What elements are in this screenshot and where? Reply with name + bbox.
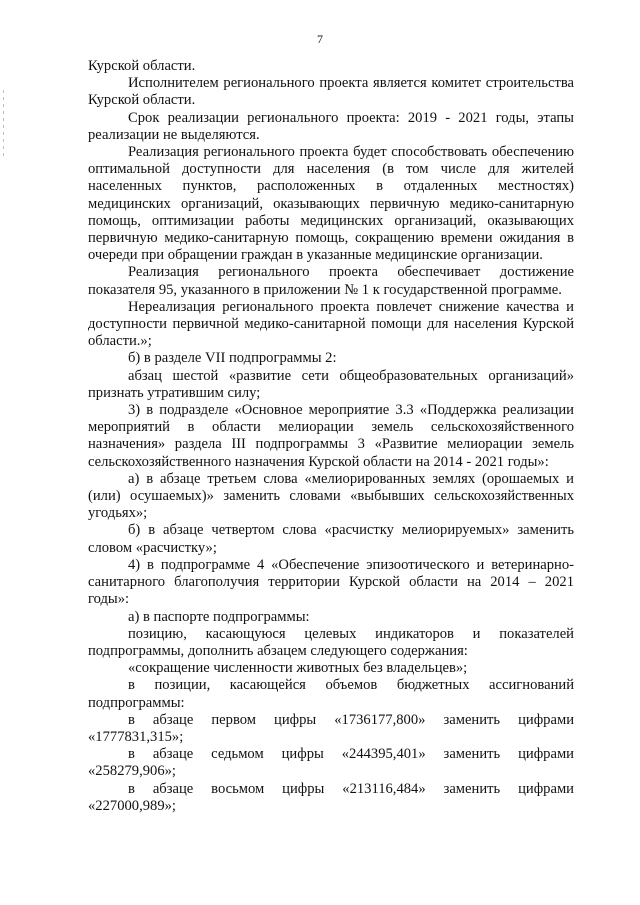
paragraph: Реализация регионального проекта обеспечивает достижение показателя 95, указанного в приложении № 1 к государственной программе.	[88, 264, 574, 298]
paragraph: в позиции, касающейся объемов бюджетных ассигнований подпрограммы:	[88, 677, 574, 711]
paragraph: 4) в подпрограмме 4 «Обеспечение эпизоотического и ветеринарно-санитарного благополучия территории Курской области на 2014 – 2021 годы»:	[88, 556, 574, 608]
paragraph: в абзаце первом цифры «1736177,800» заменить цифрами «1777831,315»;	[88, 711, 574, 745]
paragraph: в абзаце восьмом цифры «213116,484» заменить цифрами «227000,989»;	[88, 780, 574, 814]
paragraph: а) в абзаце третьем слова «мелиорированных землях (орошаемых и (или) осушаемых)» заменить словами «выбывших сельскохозяйственных угодьях»;	[88, 470, 574, 522]
scan-margin-mark	[3, 90, 4, 160]
document-body	[88, 58, 574, 815]
paragraph: Реализация регионального проекта будет способствовать обеспечению оптимальной доступности для населения (в том числе для жителей населенных пунктов, расположенных в отдаленных местностях) медицинских организаций, оказывающих первичную медико-санитарную помощь, оптимизации работы медицинских организаций, оказывающих первичную медико-санитарную помощь, сокращению времени ожидания в очереди при обращении граждан в указанные медицинские организации.	[88, 144, 574, 264]
paragraph: «сокращение численности животных без владельцев»;	[128, 660, 468, 677]
paragraph: б) в разделе VII подпрограммы 2:	[128, 350, 337, 367]
paragraph: 3) в подразделе «Основное мероприятие 3.3 «Поддержка реализации мероприятий в области мелиорации земель сельскохозяйственного назначения» раздела III подпрограммы 3 «Развитие мелиорации земель сельскохозяйственного назначения Курской области на 2014 - 2021 годы»:	[88, 402, 574, 470]
paragraph: в абзаце седьмом цифры «244395,401» заменить цифрами «258279,906»;	[88, 746, 574, 780]
page-number: 7	[317, 32, 323, 46]
paragraph: Исполнителем регионального проекта является комитет строительства Курской области.	[88, 75, 574, 109]
paragraph: Срок реализации регионального проекта: 2019 - 2021 годы, этапы реализации не выделяются.	[88, 109, 574, 143]
paragraph: Курской области.	[88, 58, 196, 74]
paragraph: а) в паспорте подпрограммы:	[128, 608, 310, 625]
paragraph: б) в абзаце четвертом слова «расчистку мелиорируемых» заменить словом «расчистку»;	[88, 522, 574, 556]
paragraph: Нереализация регионального проекта повлечет снижение качества и доступности первичной медико-санитарной помощи для населения Курской области.»;	[88, 298, 574, 350]
paragraph: абзац шестой «развитие сети общеобразовательных организаций» признать утратившим силу;	[88, 367, 574, 401]
paragraph: позицию, касающуюся целевых индикаторов и показателей подпрограммы, дополнить абзацем следующего содержания:	[88, 625, 574, 659]
